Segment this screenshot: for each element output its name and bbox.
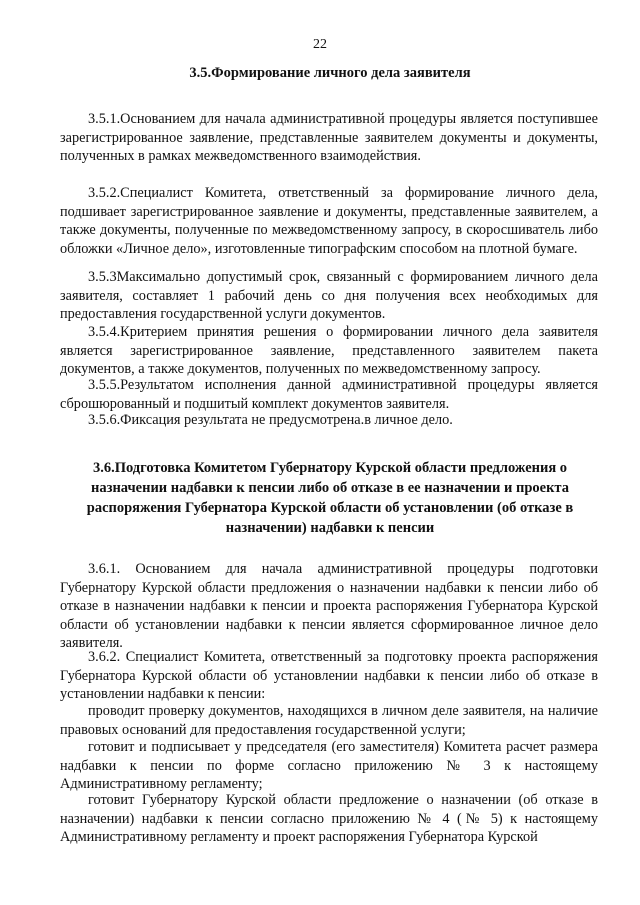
paragraph-3-5-4: 3.5.4.Критерием принятия решения о формировании личного дела заявителя является зарегистрированное заявление, представленного заявителем пакета документов, а также документов, полученных по межведомственному запросу. <box>60 324 598 378</box>
paragraph-3-6-1: 3.6.1. Основанием для начала административной процедуры подготовки Губернатору Курской области предложения о назначении надбавки к пенсии либо об отказе в назначении надбавки к пенсии и проекта распоряжения Губернатора Курской области об установлении надбавки к пенсии является сформированное личное дело заявителя. <box>60 561 598 652</box>
paragraph-3-5-6: 3.5.6.Фиксация результата не предусмотрена.в личное дело. <box>88 412 453 428</box>
paragraph-3-6-2: 3.6.2. Специалист Комитета, ответственный за подготовку проекта распоряжения Губернатора Курской области об установлении надбавки к пенсии либо об отказе в установлении надбавки к пенсии: <box>60 649 598 703</box>
paragraph-3-5-5: 3.5.5.Результатом исполнения данной административной процедуры является сброшюрованный и подшитый комплект документов заявителя. <box>60 377 598 412</box>
section-3-5-title: 3.5.Формирование личного дела заявителя <box>189 65 471 81</box>
section-3-6-title: 3.6.Подготовка Комитетом Губернатору Курской области предложения о назначении надбавки к пенсии либо об отказе в ее назначении и проекта распоряжения Губернатора Курской области об установлении (об отказе в назначении) надбавки к пенсии <box>86 460 574 536</box>
paragraph-3-5-2: 3.5.2.Специалист Комитета, ответственный за формирование личного дела, подшивает зарегистрированное заявление и документы, представленные заявителем, а также документы, полученные по межведомственному запросу, в скоросшиватель либо обложки «Личное дело», изготовленные типографским способом на плотной бумаге. <box>60 185 598 257</box>
paragraph-item-proposal: готовит Губернатору Курской области предложение о назначении (об отказе в назначении) надбавки к пенсии согласно приложению № 4 (№ 5) к настоящему Административному регламенту и проект распоряжения Губернатора Курской <box>60 792 598 846</box>
paragraph-item-check-documents: проводит проверку документов, находящихся в личном деле заявителя, на наличие правовых оснований для предоставления государственной услуги; <box>60 703 598 738</box>
paragraph-3-5-1: 3.5.1.Основанием для начала административной процедуры является поступившее зарегистрированное заявление, представленные заявителем документы и документы, полученных в рамках межведомственного взаимодействия. <box>60 111 598 165</box>
page-number: 22 <box>313 37 327 52</box>
paragraph-3-5-3: 3.5.3Максимально допустимый срок, связанный с формированием личного дела заявителя, составляет 1 рабочий день со дня получения всех необходимых для предоставления государственной услуги документов. <box>60 269 598 323</box>
paragraph-item-calculation: готовит и подписывает у председателя (его заместителя) Комитета расчет размера надбавки к пенсии по форме согласно приложению № 3 к настоящему Административному регламенту; <box>60 739 598 793</box>
